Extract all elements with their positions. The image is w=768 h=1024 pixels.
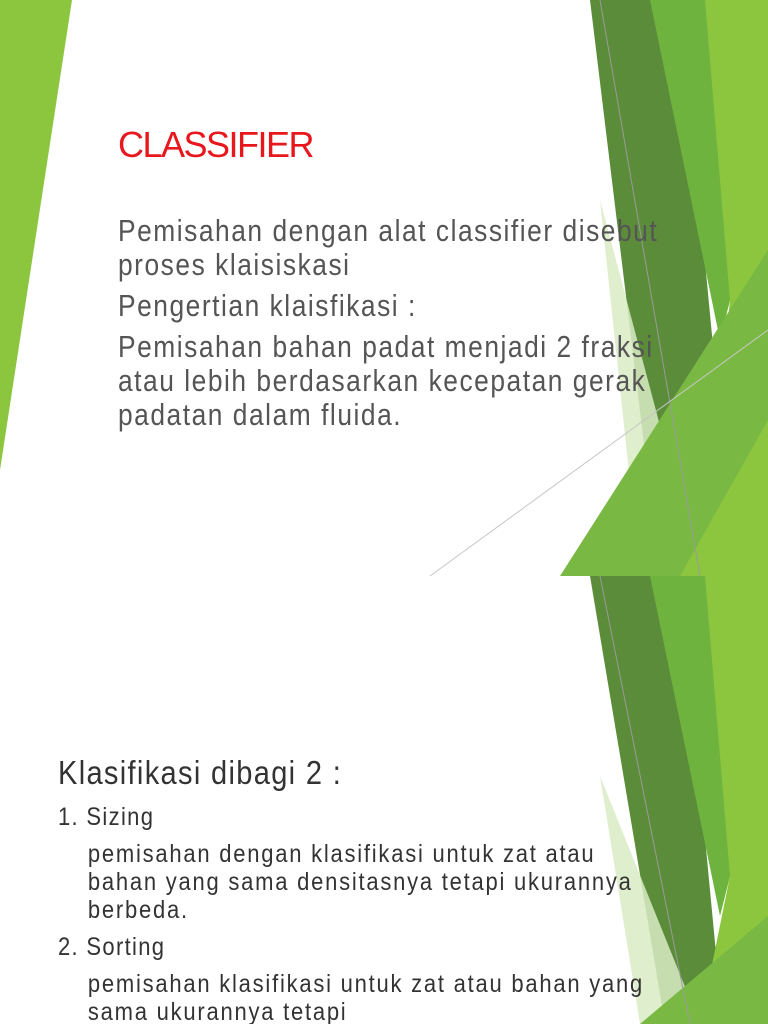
slide-1-body (118, 213, 659, 439)
slide-2 (0, 576, 768, 1024)
list-item-2-label: 2. Sorting (58, 933, 166, 961)
paragraph-2: Pengertian klaisfikasi : (118, 288, 417, 323)
slide-2-body (58, 802, 644, 1024)
left-accent-shape (0, 0, 72, 470)
list-item-1-label: 1. Sizing (58, 803, 155, 831)
paragraph-1: Pemisahan dengan alat classifier disebut proses klaisiskasi (118, 213, 659, 282)
slide-2-title: Klasifikasi dibagi 2 : (58, 754, 343, 791)
paragraph-3: Pemisahan bahan padat menjadi 2 fraksi atau lebih berdasarkan kecepatan gerak padatan dalam fluida. (118, 329, 654, 432)
list-item-1-description: pemisahan dengan klasifikasi untuk zat atau bahan yang sama densitasnya tetapi ukurannya berbeda. (87, 840, 633, 924)
list-item-2-description: pemisahan klasifikasi untuk zat atau bahan yang sama ukurannya tetapi (87, 970, 644, 1024)
slide-1-title: CLASSIFIER (118, 124, 314, 165)
